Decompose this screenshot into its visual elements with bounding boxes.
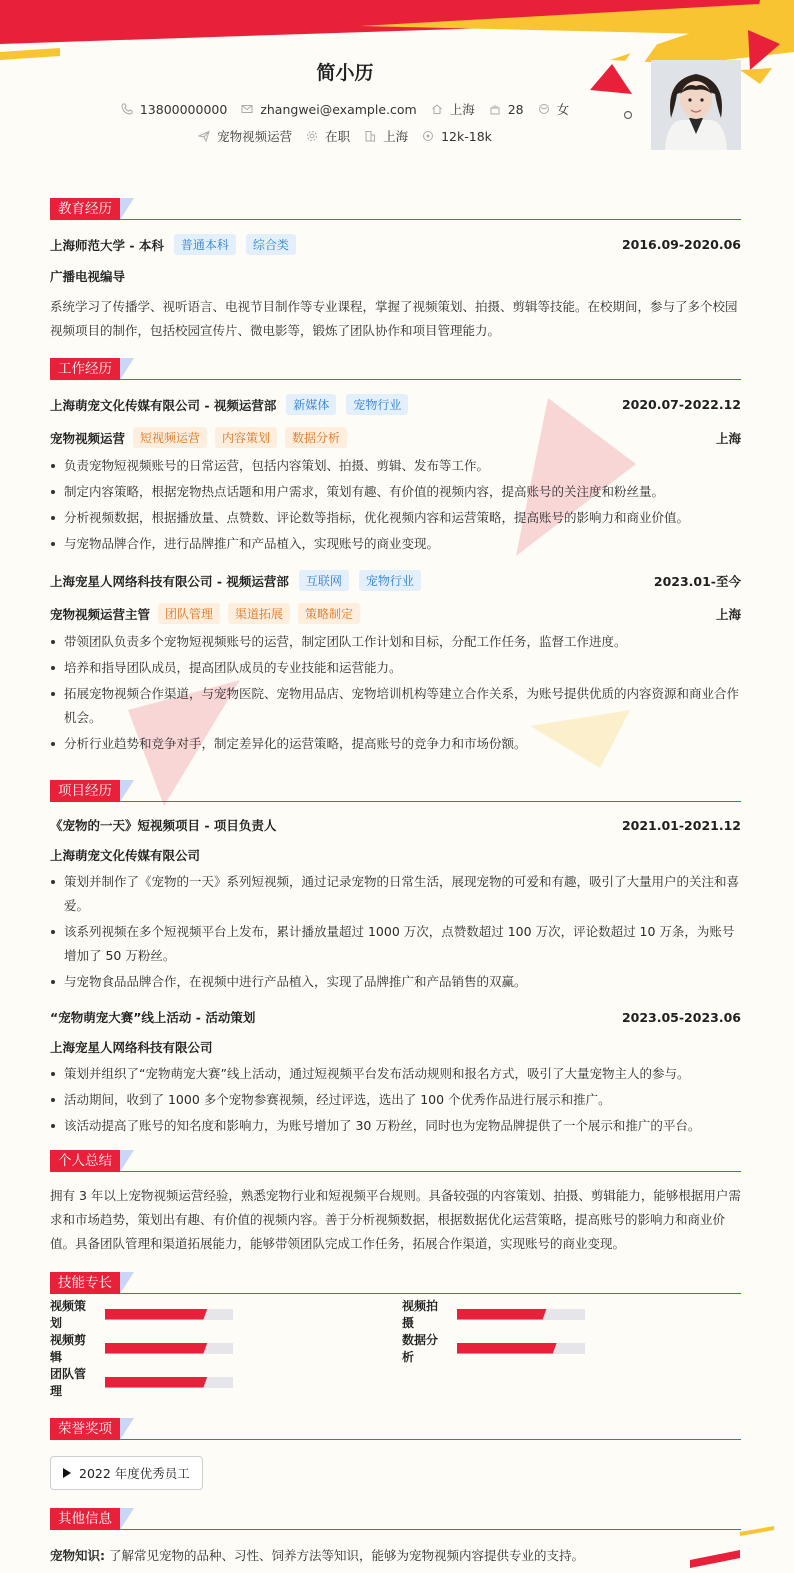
list-item: 带领团队负责多个宠物短视频账号的运营，制定团队工作计划和目标，分配工作任务，监督工作进度。 <box>50 630 741 654</box>
intent-row <box>0 127 690 145</box>
status-text: 在职 <box>325 129 351 144</box>
skill-fill <box>105 1343 207 1354</box>
skill-fill <box>105 1377 207 1388</box>
list-item: 拓展宠物视频合作渠道，与宠物医院、宠物用品店、宠物培训机构等建立合作关系，为账号提供优质的内容资源和商业合作机会。 <box>50 682 741 730</box>
job-city: 上海 <box>715 430 741 446</box>
education-desc: 系统学习了传播学、视听语言、电视节目制作等专业课程，掌握了视频策划、拍摄、剪辑等技能。在校期间，参与了多个校园视频项目的制作，包括校园宣传片、微电影等，锻炼了团队协作和项目管理能力。 <box>50 299 738 338</box>
skill-fill <box>457 1309 547 1320</box>
age-text: 28 <box>507 101 524 117</box>
email-text: zhangwei@example.com <box>260 101 417 117</box>
skill-fill <box>105 1309 207 1320</box>
job-date: 2023.01-至今 <box>653 573 741 589</box>
skill-label: 视频剪辑 <box>50 1333 87 1364</box>
skill-label: 团队管理 <box>50 1367 87 1398</box>
position-item <box>198 127 292 145</box>
position-text: 宠物视频运营 <box>217 129 293 144</box>
company-name: 上海宠星人网络科技有限公司 - 视频运营部 <box>50 573 289 589</box>
gender-text: 女 <box>556 102 570 117</box>
location-text: 上海 <box>449 102 475 117</box>
skill-item <box>402 1333 742 1364</box>
gender-item <box>538 100 570 118</box>
education-date: 2016.09-2020.06 <box>621 237 741 252</box>
play-icon <box>63 1468 71 1478</box>
awards-header <box>50 1418 741 1440</box>
phone-icon <box>121 103 133 115</box>
skill-item <box>50 1299 402 1330</box>
other-text: 了解常见宠物的品种、习性、饲养方法等知识，能够为宠物视频内容提供专业的支持。 <box>108 1548 584 1563</box>
job-role: 宠物视频运营主管 <box>50 606 151 622</box>
company-tag: 互联网 <box>299 570 349 591</box>
project-entry <box>50 1008 741 1138</box>
money-icon <box>422 130 434 142</box>
other-info <box>50 1544 741 1568</box>
profile-photo <box>651 60 741 150</box>
education-title: 教育经历 <box>50 198 120 220</box>
other-section <box>50 1508 741 1568</box>
resume-header <box>0 0 794 170</box>
list-item: 负责宠物短视频账号的日常运营，包括内容策划、拍摄、剪辑、发布等工作。 <box>50 454 741 478</box>
email-item <box>241 100 416 118</box>
summary-title: 个人总结 <box>50 1150 120 1172</box>
job-bullets <box>50 454 741 556</box>
awards-title: 荣誉奖项 <box>50 1418 120 1440</box>
list-item: 策划并组织了“宠物萌宠大赛”线上活动，通过短视频平台发布活动规则和报名方式，吸引了大量宠物主人的参与。 <box>50 1062 741 1086</box>
job-entry <box>50 394 741 556</box>
skill-fill <box>457 1343 557 1354</box>
list-item: 策划并制作了《宠物的一天》系列短视频，通过记录宠物的日常生活，展现宠物的可爱和有趣，吸引了大量用户的关注和喜爱。 <box>50 870 741 918</box>
summary-text: 拥有 3 年以上宠物视频运营经验，熟悉宠物行业和短视频平台规则。具备较强的内容策划、拍摄、剪辑能力，能够根据用户需求和市场趋势，策划出有趣、有价值的视频内容。善于分析视频数据，根据数据优化运营策略，提高账号的影响力和商业价值。具备团队管理和渠道拓展能力，能够带领团队完成工作任务，拓展合作渠道，实现账号的商业变现。 <box>50 1188 741 1251</box>
projects-section <box>50 780 741 1138</box>
skill-label: 数据分析 <box>402 1333 439 1364</box>
company-tag: 新媒体 <box>286 394 336 415</box>
skills-header <box>50 1272 741 1294</box>
skill-label: 视频拍摄 <box>402 1299 439 1330</box>
other-header <box>50 1508 741 1530</box>
school-tag: 综合类 <box>246 234 296 255</box>
role-tag: 内容策划 <box>215 427 277 448</box>
role-tag: 策略制定 <box>298 603 360 624</box>
role-tag: 数据分析 <box>285 427 347 448</box>
skill-item <box>402 1299 742 1330</box>
age-icon <box>489 103 501 115</box>
project-entry <box>50 816 741 994</box>
phone-item <box>121 100 227 118</box>
candidate-name: 简小历 <box>316 62 374 84</box>
project-org: 上海宠星人网络科技有限公司 <box>50 1040 213 1055</box>
location-item <box>431 100 475 118</box>
projects-header <box>50 780 741 802</box>
job-date: 2020.07-2022.12 <box>621 397 741 412</box>
award-item[interactable] <box>50 1456 203 1490</box>
mail-icon <box>241 103 253 115</box>
status-icon <box>306 130 318 142</box>
work-section <box>50 358 741 756</box>
skill-bar <box>105 1343 233 1354</box>
list-item: 分析行业趋势和竞争对手，制定差异化的运营策略，提高账号的竞争力和市场份额。 <box>50 732 741 756</box>
list-item: 该活动提高了账号的知名度和影响力，为账号增加了 30 万粉丝，同时也为宠物品牌提供了一个展示和推广的平台。 <box>50 1114 741 1138</box>
project-bullets <box>50 1062 741 1138</box>
role-tag: 短视频运营 <box>133 427 207 448</box>
projects-title: 项目经历 <box>50 780 120 802</box>
skill-bar <box>105 1309 233 1320</box>
company-tag: 宠物行业 <box>359 570 421 591</box>
skill-bar <box>457 1309 585 1320</box>
list-item: 该系列视频在多个短视频平台上发布，累计播放量超过 1000 万次，点赞数超过 100 万次，评论数超过 10 万条，为账号增加了 50 万粉丝。 <box>50 920 741 968</box>
job-entry <box>50 570 741 756</box>
gender-icon <box>538 103 550 115</box>
job-bullets <box>50 630 741 756</box>
summary-section <box>50 1150 741 1256</box>
building-icon <box>364 130 376 142</box>
project-name: 《宠物的一天》短视频项目 - 项目负责人 <box>50 818 277 833</box>
project-date: 2023.05-2023.06 <box>621 1009 741 1025</box>
contact-row <box>0 100 690 118</box>
summary-header <box>50 1150 741 1172</box>
other-title: 其他信息 <box>50 1508 120 1530</box>
role-tag: 渠道拓展 <box>228 603 290 624</box>
salary-text: 12k-18k <box>441 128 492 144</box>
age-item <box>489 100 524 118</box>
salary-item <box>422 127 492 145</box>
list-item: 制定内容策略，根据宠物热点话题和用户需求，策划有趣、有价值的视频内容，提高账号的关注度和粉丝量。 <box>50 480 741 504</box>
list-item: 分析视频数据，根据播放量、点赞数、评论数等指标，优化视频内容和运营策略，提高账号的影响力和商业价值。 <box>50 506 741 530</box>
education-section <box>50 198 741 343</box>
company-name: 上海萌宠文化传媒有限公司 - 视频运营部 <box>50 397 277 413</box>
job-city: 上海 <box>715 606 741 622</box>
project-bullets <box>50 870 741 994</box>
skills-grid <box>50 1299 741 1398</box>
list-item: 活动期间，收到了 1000 多个宠物参赛视频，经过评选，选出了 100 个优秀作品进行展示和推广。 <box>50 1088 741 1112</box>
other-label: 宠物知识: <box>50 1548 105 1563</box>
skill-item <box>50 1367 402 1398</box>
skill-bar <box>105 1377 233 1388</box>
role-tag: 团队管理 <box>158 603 220 624</box>
city-item <box>364 127 408 145</box>
phone-text: 13800000000 <box>139 101 228 117</box>
skills-title: 技能专长 <box>50 1272 120 1294</box>
work-header <box>50 358 741 380</box>
company-tag: 宠物行业 <box>346 394 408 415</box>
status-item <box>306 127 350 145</box>
work-title: 工作经历 <box>50 358 120 380</box>
school-name: 上海师范大学 - 本科 <box>50 237 164 253</box>
send-icon <box>198 130 210 142</box>
awards-section <box>50 1418 741 1490</box>
project-org: 上海萌宠文化传媒有限公司 <box>50 848 201 863</box>
skill-label: 视频策划 <box>50 1299 87 1330</box>
project-date: 2021.01-2021.12 <box>621 817 741 833</box>
city-text: 上海 <box>383 129 409 144</box>
skill-bar <box>457 1343 585 1354</box>
list-item: 与宠物食品品牌合作，在视频中进行产品植入，实现了品牌推广和产品销售的双赢。 <box>50 970 741 994</box>
award-text: 2022 年度优秀员工 <box>79 1466 190 1481</box>
home-icon <box>431 103 443 115</box>
skills-section <box>50 1272 741 1398</box>
education-entry <box>50 234 741 255</box>
major-name: 广播电视编导 <box>50 269 126 284</box>
school-tag: 普通本科 <box>174 234 236 255</box>
skill-item <box>50 1333 402 1364</box>
project-name: “宠物萌宠大赛”线上活动 - 活动策划 <box>50 1010 256 1025</box>
list-item: 与宠物品牌合作，进行品牌推广和产品植入，实现账号的商业变现。 <box>50 532 741 556</box>
education-header <box>50 198 741 220</box>
list-item: 培养和指导团队成员，提高团队成员的专业技能和运营能力。 <box>50 656 741 680</box>
job-role: 宠物视频运营 <box>50 430 126 446</box>
